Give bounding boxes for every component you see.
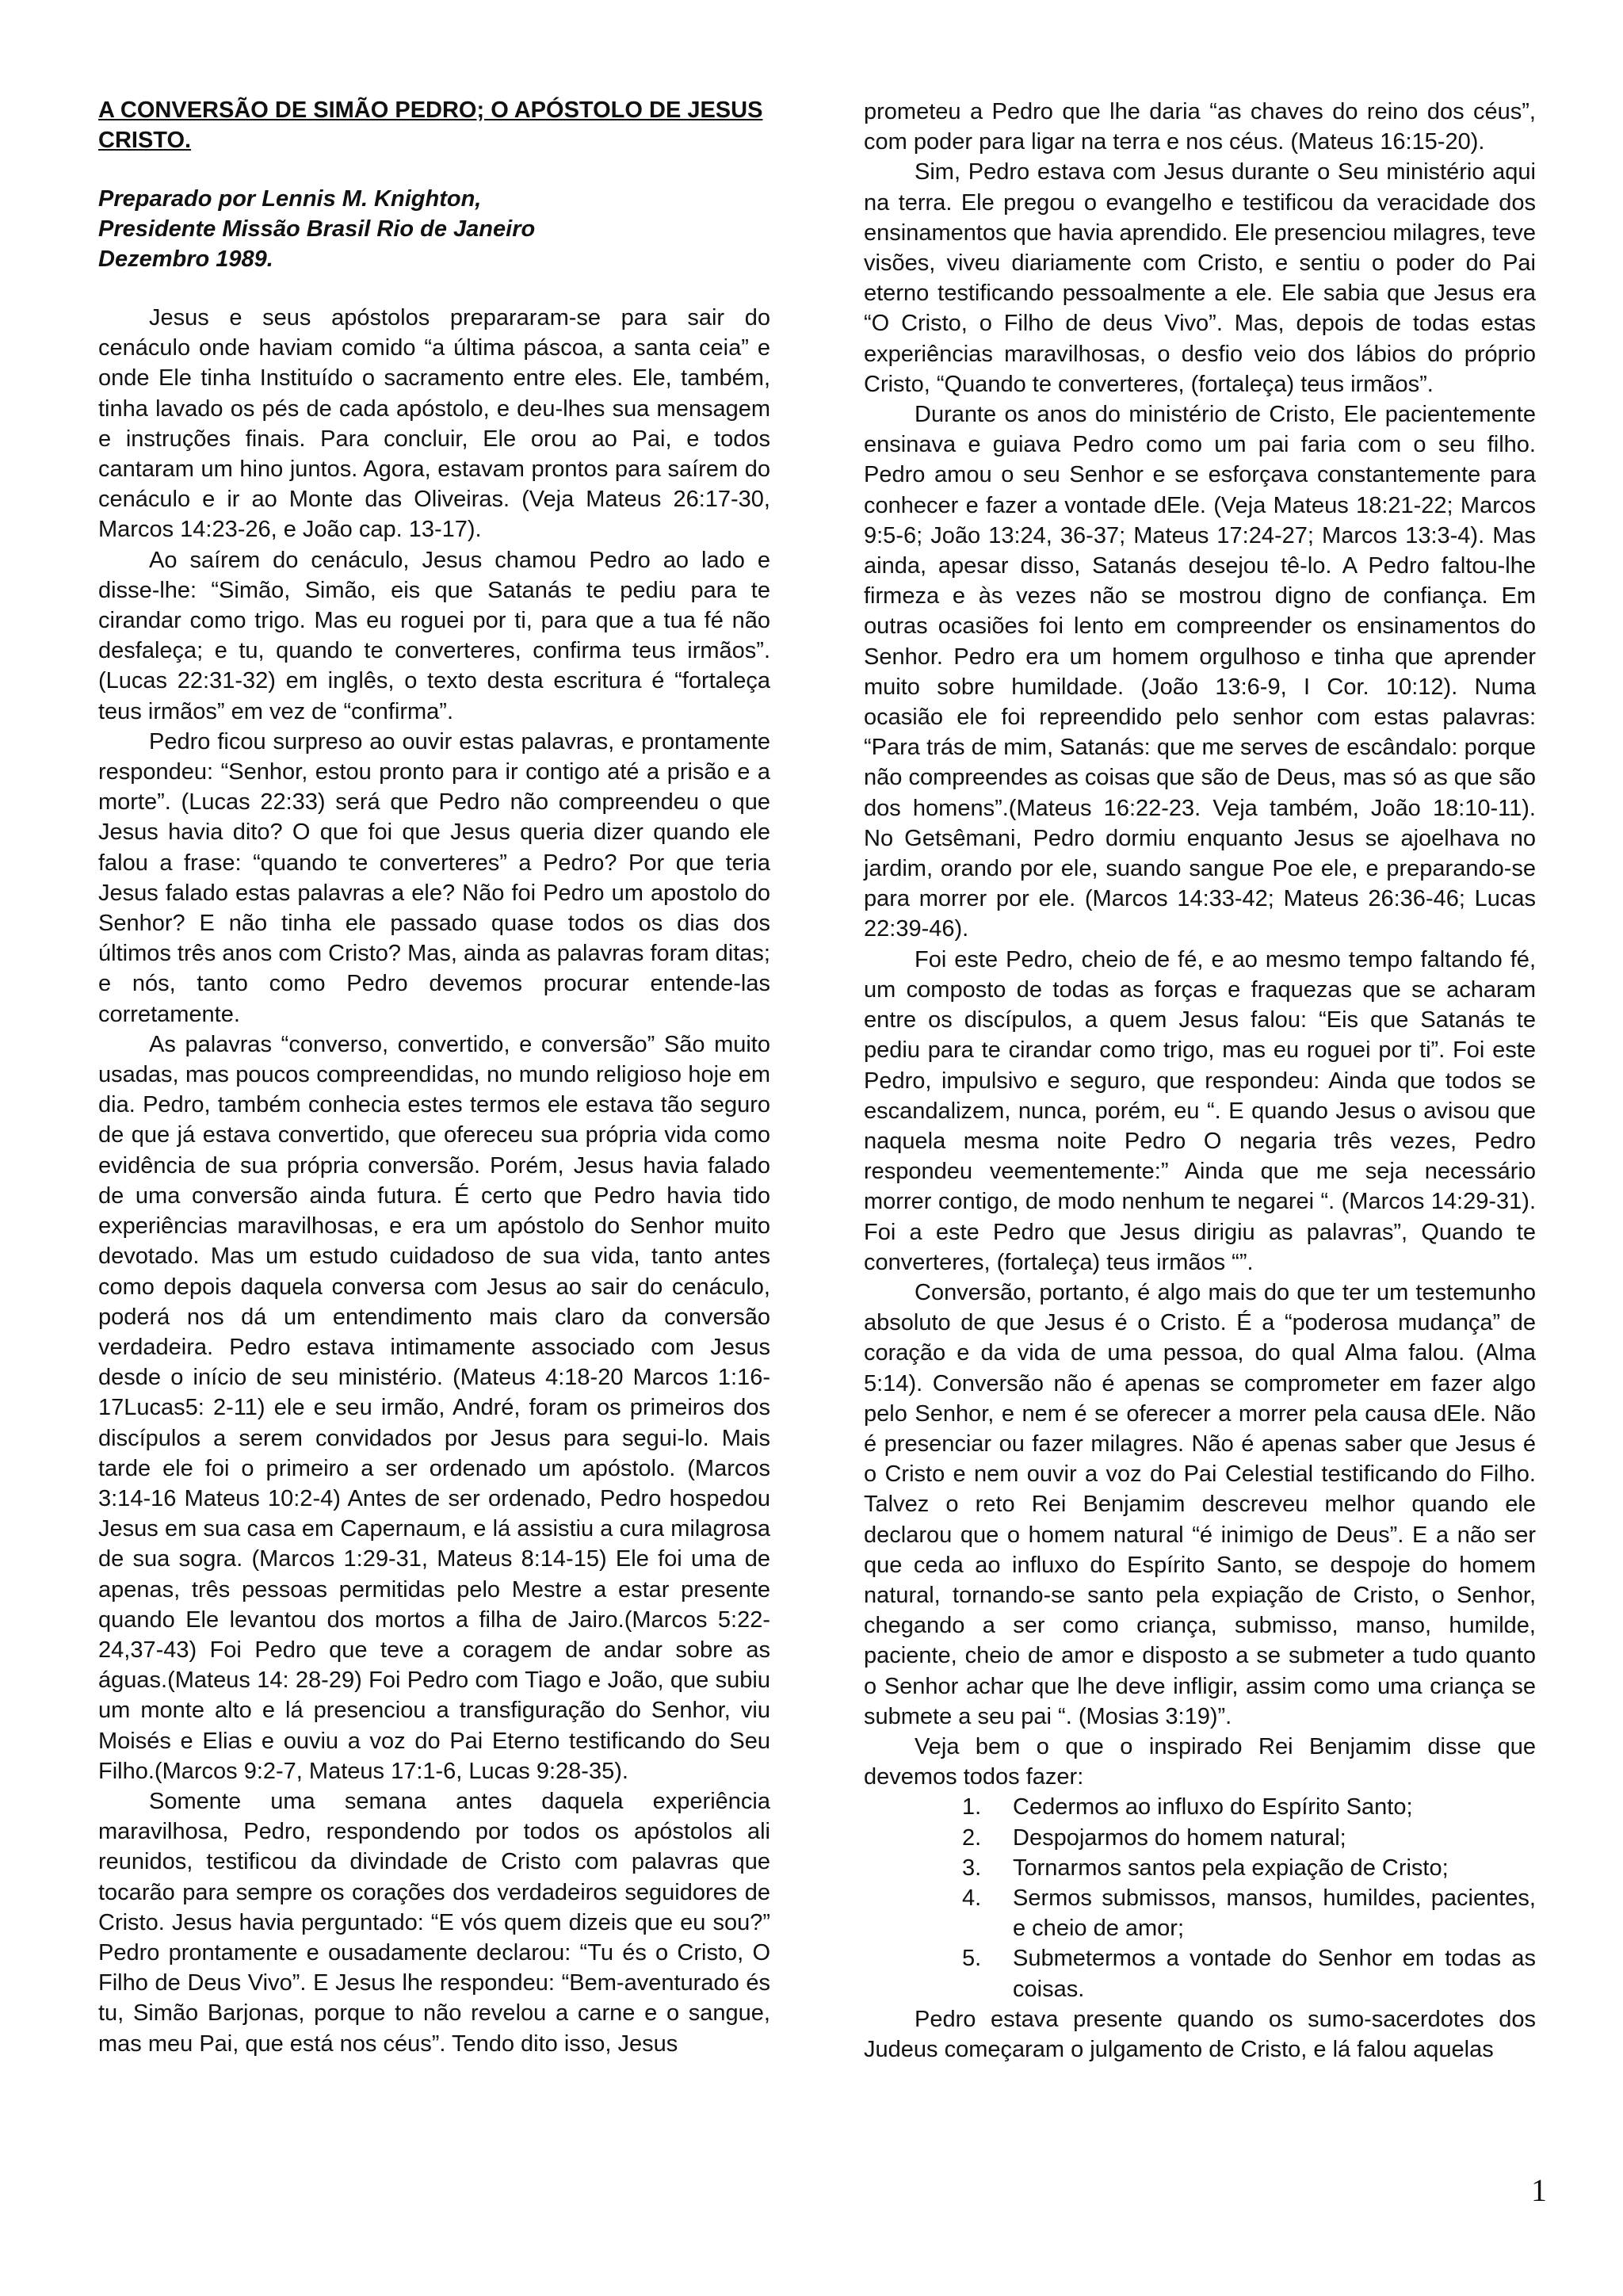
list-item [864,1792,1536,1822]
list-item-text: Submetermos a vontade do Senhor em todas as coisas. [1013,1946,1536,2002]
body-paragraph: Durante os anos do ministério de Cristo, Ele pacientemente ensinava e guiava Pedro como um pai faria com o seu filho. Pedro amou o seu Senhor e se esforçava constantemente para conhecer e fazer a vontade dEle. (Veja Mateus 18:21-22; Marcos 9:5-6; João 13:24, 36-37; Mateus 17:24-27; Marcos 13:3-4). Mas ainda, apesar disso, Satanás desejou tê-lo. A Pedro faltou-lhe firmeza e às vezes não se mostrou digno de confiança. Em outras ocasiões foi lento em compreender os ensinamentos do Senhor. Pedro era um homem orgulhoso e tinha que aprender muito sobre humildade. (João 13:6-9, I Cor. 10:12). Numa ocasião ele foi repreendido pelo senhor com estas palavras: “Para trás de mim, Satanás: que me serves de escândalo: porque não compreendes as coisas que são de Deus, mas só as que são dos homens”.(Mateus 16:22-23. Veja também, João 18:10-11). No Getsêmani, Pedro dormiu enquanto Jesus se ajoelhava no jardim, orando por ele, suando sangue Poe ele, e preparando-se para morrer por ele. (Marcos 14:33-42; Mateus 26:36-46; Lucas 22:39-46). [864,402,1536,942]
body-paragraph: Foi este Pedro, cheio de fé, e ao mesmo tempo faltando fé, um composto de todas as forças e fraquezas que se acharam entre os discípulos, a quem Jesus falou: “Eis que Satanás te pediu para te cirandar como trigo, mas eu roguei por ti”. Foi este Pedro, impulsivo e seguro, que respondeu: Ainda que todos se escandalizem, nunca, porém, eu “. E quando Jesus o avisou que naquela mesma noite Pedro O negaria três vezes, Pedro respondeu veementemente:” Ainda que me seja necessário morrer contigo, de modo nenhum te negarei “. (Marcos 14:29-31). Foi a este Pedro que Jesus dirigiu as palavras”, Quando te converteres, (fortaleça) teus irmãos “”. [864,946,1536,1275]
body-paragraph: Conversão, portanto, é algo mais do que ter um testemunho absoluto de que Jesus é o Cristo. É a “poderosa mudança” de coração e da vida de uma pessoa, do qual Alma falou. (Alma 5:14). Conversão não é apenas se comprometer em fazer algo pelo Senhor, e nem é se oferecer a morrer pela causa dEle. Não é presenciar ou fazer milagres. Não é apenas saber que Jesus é o Cristo e nem ouvir a voz do Pai Celestial testificando do Filho. Talvez o reto Rei Benjamim descreveu melhor quando ele declarou que o homem natural “é inimigo de Deus”. E a não ser que ceda ao influxo do Espírito Santo, se despoje do homem natural, tornando-se santo pela expiação de Cristo, o Senhor, chegando a ser como criança, submisso, manso, humilde, paciente, cheio de amor e disposto a se submeter a tudo quanto o Senhor achar que lhe deve infligir, assim como uma criança se submete a seu pai “. (Mosias 3:19)”. [864,1279,1536,1729]
list-item [864,1883,1536,1943]
body-paragraph: As palavras “converso, convertido, e conversão” São muito usadas, mas poucos compreendidas, no mundo religioso hoje em dia. Pedro, também conhecia estes termos ele estava tão seguro de que já estava convertido, que ofereceu sua própria vida como evidência de sua própria conversão. Porém, Jesus havia falado de uma conversão ainda futura. É certo que Pedro havia tido experiências maravilhosas, e era um apóstolo do Senhor muito devotado. Mas um estudo cuidadoso de sua vida, tanto antes como depois daquela conversa com Jesus ao sair do cenáculo, poderá nos dá um entendimento mais claro da conversão verdadeira. Pedro estava intimamente associado com Jesus desde o início de seu ministério. (Mateus 4:18-20 Marcos 1:16-17Lucas5: 2-11) ele e seu irmão, André, foram os primeiros dos discípulos a serem convidados por Jesus para segui-lo. Mais tarde ele foi o primeiro a ser ordenado um apóstolo. (Marcos 3:14-16 Mateus 10:2-4) Antes de ser ordenado, Pedro hospedou Jesus em sua casa em Capernaum, e lá assistiu a cura milagrosa de sua sogra. (Marcos 1:29-31, Mateus 8:14-15) Ele foi uma de apenas, três pessoas permitidas pelo Mestre a estar presente quando Ele levantou dos mortos a filha de Jairo.(Marcos 5:22-24,37-43) Foi Pedro que teve a coragem de andar sobre as águas.(Mateus 14: 28-29) Foi Pedro com Tiago e João, que subiu um monte alto e lá presenciou a transfiguração do Senhor, viu Moisés e Elias e ouviu a voz do Pai Eterno testificando do Seu Filho.(Marcos 9:2-7, Mateus 17:1-6, Lucas 9:28-35). [98,1031,770,1784]
list-item-number: 5. [962,1946,982,1972]
author-line: Presidente Missão Brasil Rio de Janeiro [98,216,536,242]
document-title: A CONVERSÃO DE SIMÃO PEDRO; O APÓSTOLO DE JESUS CRISTO. [98,97,763,153]
list-item-text: Tornarmos santos pela expiação de Cristo; [1013,1855,1449,1881]
author-block [98,184,770,274]
numbered-list [864,1792,1536,2004]
body-paragraph: Veja bem o que o inspirado Rei Benjamim disse que devemos todos fazer: [864,1733,1536,1790]
list-item-text: Despojarmos do homem natural; [1013,1824,1346,1851]
list-item-text: Sermos submissos, mansos, humildes, pacientes, e cheio de amor; [1013,1885,1536,1942]
left-column [98,95,770,2059]
list-item [864,1853,1536,1883]
right-column [864,97,1536,2065]
body-paragraph: Ao saírem do cenáculo, Jesus chamou Pedro ao lado e disse-lhe: “Simão, Simão, eis que Satanás te pediu para te cirandar como trigo. Mas eu roguei por ti, para que a tua fé não desfaleça; e tu, quando te converteres, confirma teus irmãos”.(Lucas 22:31-32) em inglês, o texto desta escritura é “fortaleça teus irmãos” em vez de “confirma”. [98,547,770,724]
body-paragraph: Pedro estava presente quando os sumo-sacerdotes dos Judeus começaram o julgamento de Cristo, e lá falou aquelas [864,2006,1536,2062]
body-paragraph: Somente uma semana antes daquela experiência maravilhosa, Pedro, respondendo por todos os apóstolos ali reunidos, testificou da divindade de Cristo com palavras que tocarão para sempre os corações dos verdadeiros seguidores de Cristo. Jesus havia perguntado: “E vós quem dizeis que eu sou?” Pedro prontamente e ousadamente declarou: “Tu és o Cristo, O Filho de Deus Vivo”. E Jesus lhe respondeu: “Bem-aventurado és tu, Simão Barjonas, porque to não revelou a carne e o sangue, mas meu Pai, que está nos céus”. Tendo dito isso, Jesus [98,1788,770,2057]
body-paragraph: Sim, Pedro estava com Jesus durante o Seu ministério aqui na terra. Ele pregou o evangelho e testificou da veracidade dos ensinamentos que havia aprendido. Ele presenciou milagres, teve visões, viveu diariamente com Cristo, e sentiu o poder do Pai eterno testificando pessoalmente a ele. Ele sabia que Jesus era “O Cristo, o Filho de deus Vivo”. Mas, depois de todas estas experiências maravilhosas, o desfio veio dos lábios do próprio Cristo, “Quando te converteres, (fortaleça) teus irmãos”. [864,159,1536,397]
list-item [864,1823,1536,1853]
author-line: Preparado por Lennis M. Knighton, [98,186,482,212]
list-item-number: 3. [962,1855,982,1881]
body-paragraph: Pedro ficou surpreso ao ouvir estas palavras, e prontamente respondeu: “Senhor, estou pronto para ir contigo até a prisão e a morte”. (Lucas 22:33) será que Pedro não compreendeu o que Jesus havia dito? O que foi que Jesus queria dizer quando ele falou a frase: “quando te converteres” a Pedro? Por que teria Jesus falado estas palavras a ele? Não foi Pedro um apostolo do Senhor? E não tinha ele passado quase todos os dias dos últimos três anos com Cristo? Mas, ainda as palavras foram ditas; e nós, tanto como Pedro devemos procurar entende-las corretamente. [98,728,770,1027]
continued-paragraph: prometeu a Pedro que lhe daria “as chaves do reino dos céus”, com poder para ligar na terra e nos céus. (Mateus 16:15-20). [864,99,1536,155]
list-item-number: 4. [962,1885,982,1911]
page-number: 1 [1531,2172,1547,2208]
list-item-number: 2. [962,1824,982,1851]
list-item-text: Cedermos ao influxo do Espírito Santo; [1013,1794,1413,1820]
body-paragraph: Jesus e seus apóstolos prepararam-se para sair do cenáculo onde haviam comido “a última páscoa, a santa ceia” e onde Ele tinha Instituído o sacramento entre eles. Ele, também, tinha lavado os pés de cada apóstolo, e deu-lhes sua mensagem e instruções finais. Para concluir, Ele orou ao Pai, e todos cantaram um hino juntos. Agora, estavam prontos para saírem do cenáculo e ir ao Monte das Oliveiras. (Veja Mateus 26:17-30, Marcos 14:23-26, e João cap. 13-17). [98,305,770,543]
list-item-number: 1. [962,1794,982,1820]
list-item [864,1943,1536,2004]
author-line: Dezembro 1989. [98,246,273,272]
